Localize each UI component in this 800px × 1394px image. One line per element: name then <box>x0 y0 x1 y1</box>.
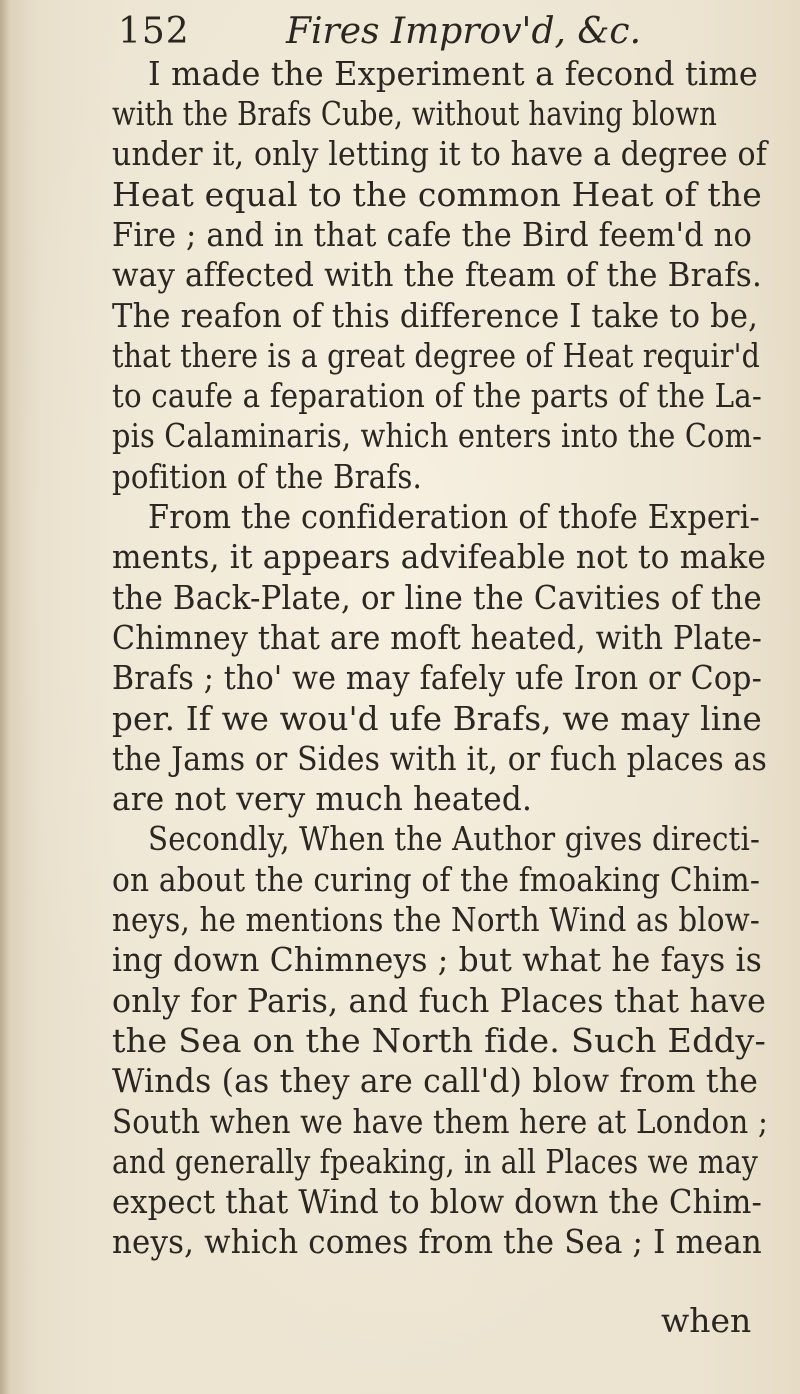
text-line: the Sea on the North fide. Such Eddy- <box>112 1021 767 1060</box>
text-line: under it, only letting it to have a degree of <box>112 134 768 173</box>
text-line: way affected with the fteam of the Brafs. <box>112 255 762 294</box>
text-line: Heat equal to the common Heat of the <box>112 175 763 214</box>
text-line: Fire ; and in that cafe the Bird feem'd no <box>112 215 752 254</box>
text-line: that there is a great degree of Heat requir'd <box>112 336 761 375</box>
text-line: From the confideration of thofe Experi- <box>148 497 760 536</box>
running-head: Fires Improv'd, &c. <box>286 11 642 52</box>
text-line: South when we have them here at London ; <box>112 1102 769 1141</box>
text-line: The reafon of this difference I take to be, <box>112 296 758 335</box>
text-line: ing down Chimneys ; but what he fays is <box>112 940 763 979</box>
catchword: when <box>661 1301 752 1340</box>
text-line: expect that Wind to blow down the Chim- <box>112 1182 762 1221</box>
text-line: with the Brafs Cube, without having blown <box>112 94 717 133</box>
text-line: on about the curing of the fmoaking Chim- <box>112 860 761 899</box>
text-line: neys, which comes from the Sea ; I mean <box>112 1222 762 1261</box>
text-line: Chimney that are moft heated, with Plate- <box>112 618 762 657</box>
text-line: Winds (as they are call'd) blow from the <box>112 1061 759 1100</box>
text-line: I made the Experiment a fecond time <box>148 54 759 93</box>
text-line: ments, it appears advifeable not to make <box>112 537 766 576</box>
text-line: Brafs ; tho' we may fafely ufe Iron or Cop- <box>112 658 762 697</box>
text-line: Secondly, When the Author gives directi- <box>148 819 761 858</box>
text-line: are not very much heated. <box>112 779 533 818</box>
text-line: the Jams or Sides with it, or fuch places as <box>112 739 767 778</box>
text-line: to caufe a feparation of the parts of the La- <box>112 376 762 415</box>
text-line: pis Calaminaris, which enters into the Com- <box>112 416 762 455</box>
text-line: per. If we wou'd ufe Brafs, we may line <box>112 699 762 738</box>
text-line: only for Paris, and fuch Places that have <box>112 981 766 1020</box>
page-header <box>118 8 678 56</box>
page-number: 152 <box>118 11 190 52</box>
page-gutter-shadow <box>0 0 10 1394</box>
text-line: neys, he mentions the North Wind as blow- <box>112 900 760 939</box>
text-line: and generally fpeaking, in all Places we may <box>112 1142 759 1181</box>
text-line: the Back-Plate, or line the Cavities of the <box>112 578 762 617</box>
text-line: pofition of the Brafs. <box>112 457 422 496</box>
